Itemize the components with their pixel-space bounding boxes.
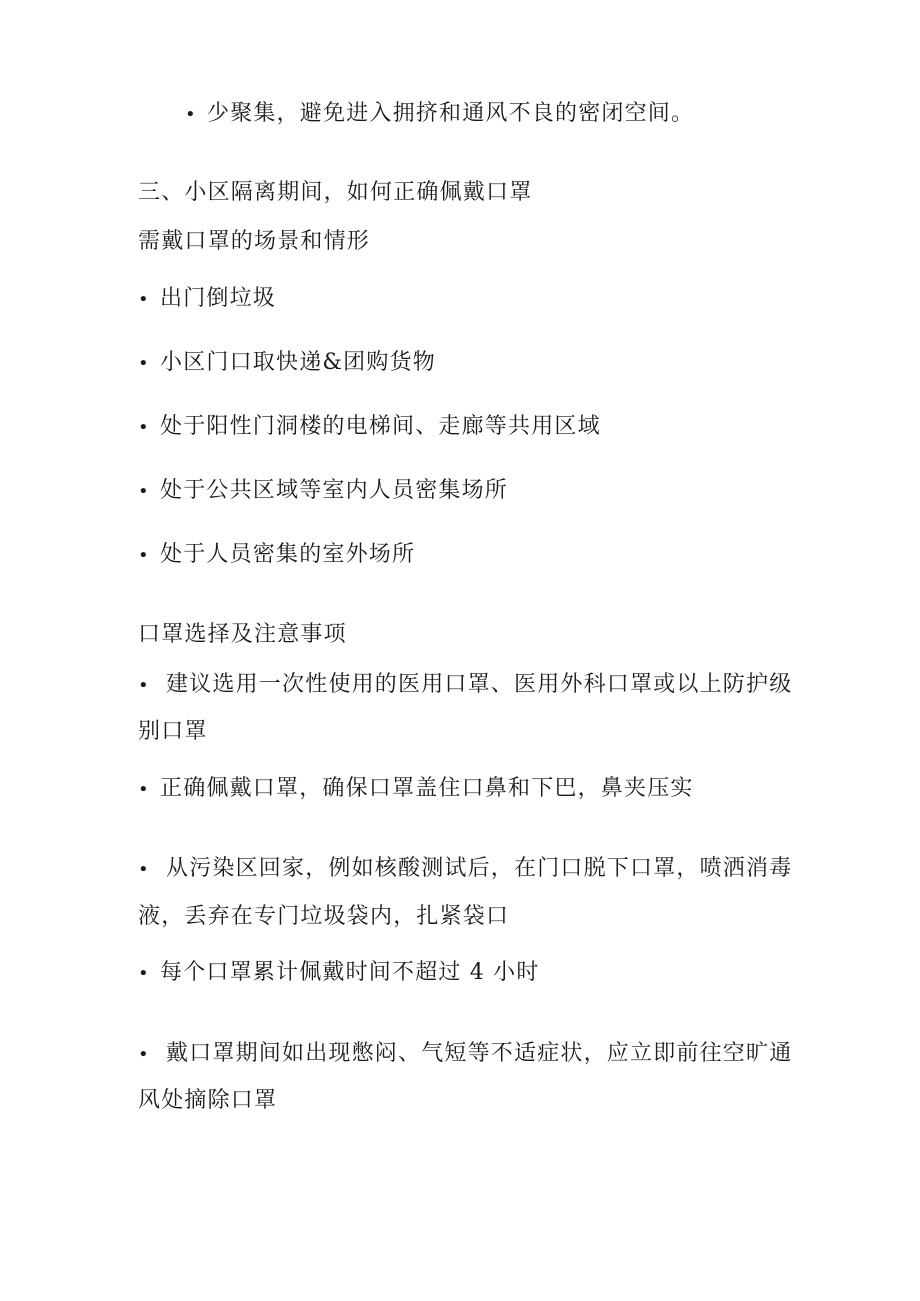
- list-item-text: 建议选用一次性使用的医用口罩、医用外科口罩或以上防护级: [166, 672, 793, 697]
- bullet-icon: •: [138, 779, 150, 800]
- list-item-text: 从污染区回家，例如核酸测试后，在门口脱下口罩，喷洒消毒: [166, 856, 793, 881]
- bullet-icon: •: [185, 104, 197, 125]
- bullet-icon: •: [138, 417, 150, 438]
- subheading: 需戴口罩的场景和情形: [138, 229, 371, 254]
- list-item: [138, 775, 694, 804]
- list-item: [138, 413, 601, 442]
- bullet-icon: •: [138, 481, 150, 502]
- bullet-icon: •: [138, 353, 150, 374]
- bullet-icon: •: [138, 675, 150, 696]
- list-item-text: 处于人员密集的室外场所: [160, 542, 416, 567]
- bullet-icon: •: [138, 859, 150, 880]
- list-item-text: 正确佩戴口罩，确保口罩盖住口鼻和下巴，鼻夹压实: [160, 776, 694, 801]
- bullet-icon: •: [138, 1044, 150, 1065]
- list-item-text: 戴口罩期间如出现憋闷、气短等不适症状，应立即前往空旷通: [166, 1041, 793, 1066]
- bullet-icon: •: [138, 545, 150, 566]
- list-item: [138, 855, 792, 884]
- list-item-text: 少聚集，避免进入拥挤和通风不良的密闭空间。: [207, 101, 695, 126]
- bullet-icon: •: [138, 289, 150, 310]
- list-item: [138, 285, 276, 314]
- list-item-text: 每个口罩累计佩戴时间不超过 4 小时: [160, 960, 540, 985]
- bullet-icon: •: [138, 963, 150, 984]
- list-item-text: 小区门口取快递&团购货物: [160, 350, 436, 375]
- subheading: 口罩选择及注意事项: [138, 622, 347, 647]
- list-item-continuation: 液，丢弃在专门垃圾袋内，扎紧袋口: [138, 904, 510, 929]
- list-item: [138, 959, 540, 988]
- list-item-text: 处于阳性门洞楼的电梯间、走廊等共用区域: [160, 414, 601, 439]
- list-item-text: 出门倒垃圾: [160, 286, 277, 311]
- list-item: [138, 671, 792, 700]
- list-item-continuation: 别口罩: [138, 719, 208, 744]
- list-item: [185, 100, 694, 129]
- section-heading: 三、小区隔离期间，如何正确佩戴口罩: [138, 180, 533, 205]
- list-item: [138, 541, 415, 570]
- list-item-continuation: 风处摘除口罩: [138, 1088, 278, 1113]
- list-item: [138, 349, 436, 378]
- list-item: [138, 1040, 792, 1069]
- list-item: [138, 477, 508, 506]
- list-item-text: 处于公共区域等室内人员密集场所: [160, 478, 509, 503]
